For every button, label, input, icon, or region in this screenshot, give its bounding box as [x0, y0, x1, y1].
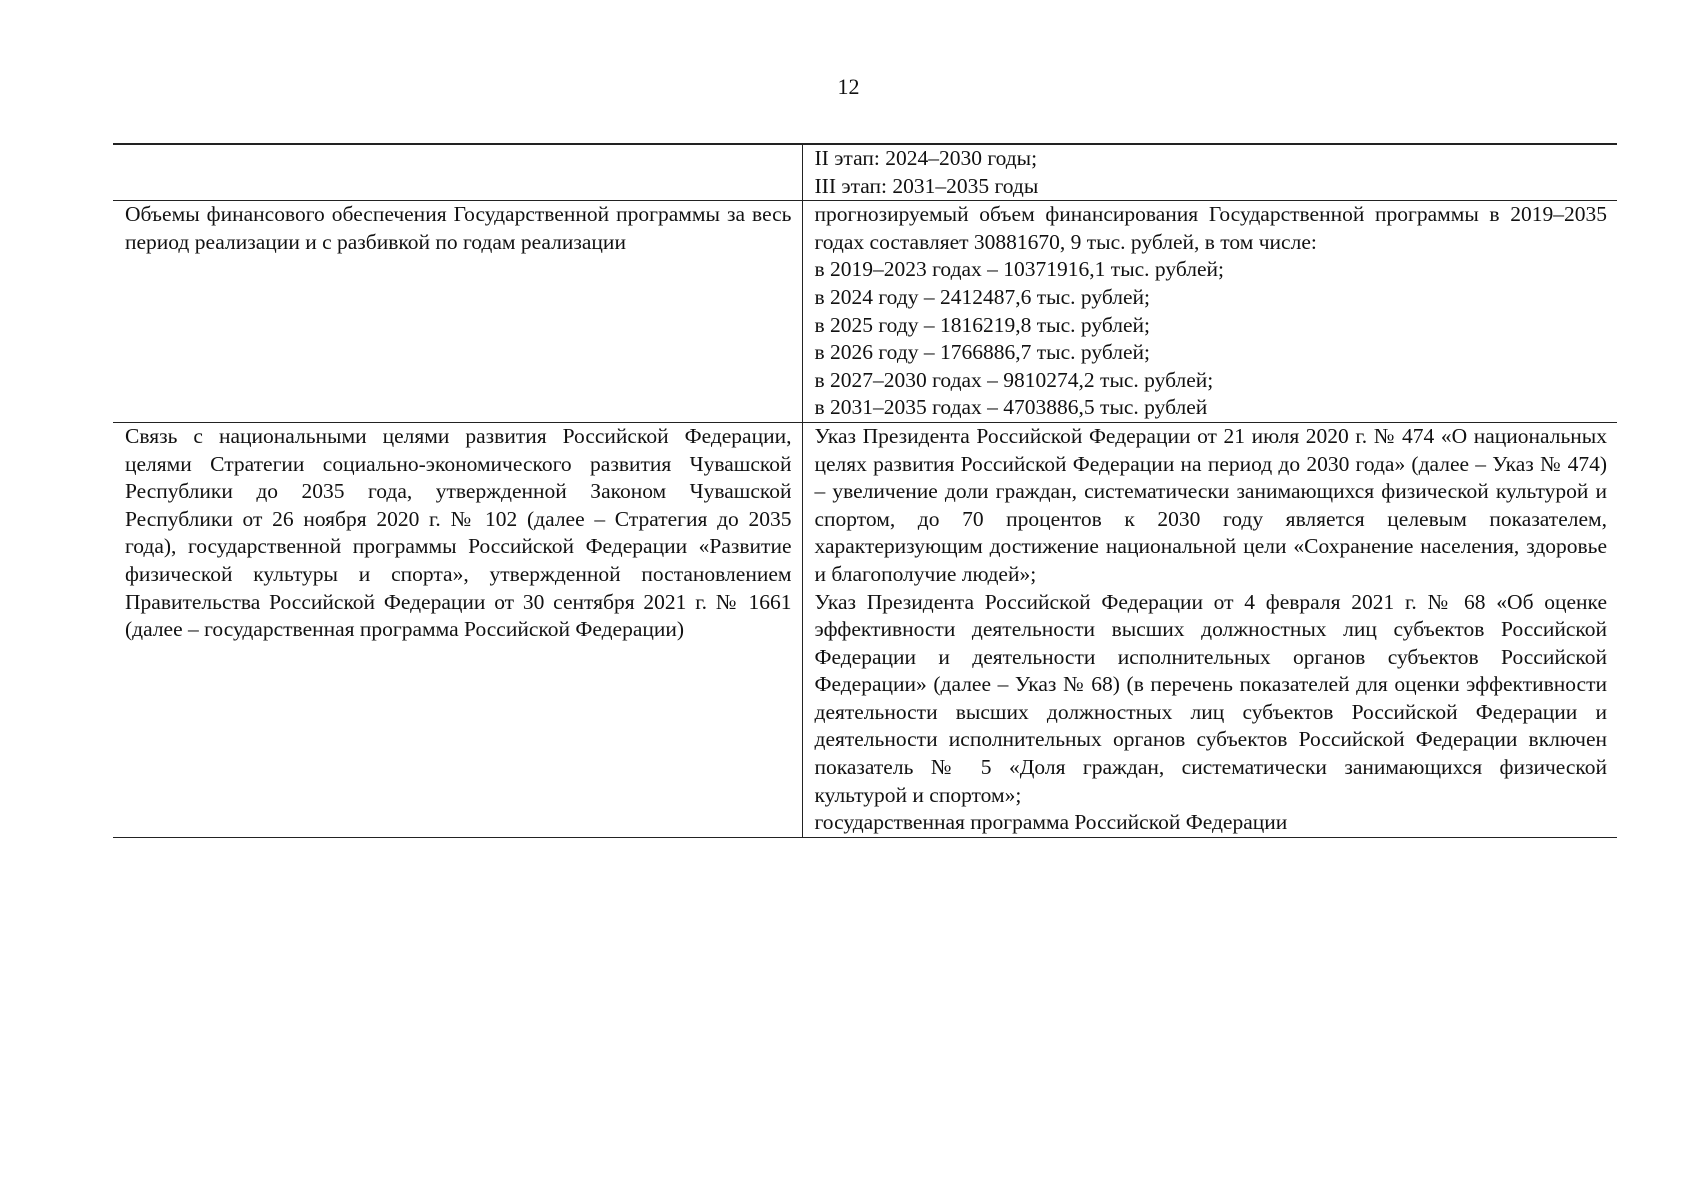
- row-value-cell: [802, 201, 1617, 423]
- table-row: [113, 201, 1617, 423]
- row-label-cell: Связь с национальными целями развития Российской Федерации, целями Стратегии социально-экономического развития Чувашской Республики до 2035 года, утвержденной Законом Чувашской Республики от 26 ноября 2020 г. № 102 (далее – Стратегия до 2035 года), государственной программы Российской Федерации «Развитие физической культуры и спорта», утвержденной постановлением Правительства Российской Федерации от 30 сентября 2021 г. № 1661 (далее – государственная программа Российской Федерации): [113, 422, 802, 837]
- table-row: [113, 422, 1617, 837]
- state-program-paragraph: государственная программа Российской Федерации: [814, 810, 1288, 835]
- funding-line: в 2019–2023 годах – 10371916,1 тыс. рублей;: [814, 257, 1225, 282]
- stage-3-line: III этап: 2031–2035 годы: [814, 173, 1039, 198]
- funding-line: в 2026 году – 1766886,7 тыс. рублей;: [814, 340, 1150, 365]
- row-value-cell: [802, 422, 1617, 837]
- page-number: 12: [837, 74, 860, 99]
- funding-line: в 2025 году – 1816219,8 тыс. рублей;: [814, 312, 1150, 337]
- decree-474-paragraph: Указ Президента Российской Федерации от 21 июля 2020 г. № 474 «О национальных целях развития Российской Федерации на период до 2030 года» (далее – Указ № 474) – увеличение доли граждан, систематически занимающихся физической культурой и спортом, до 70 процентов к 2030 году является целевым показателем, характеризующим достижение национальной цели «Сохранение населения, здоровье и благополучие людей»;: [814, 423, 1607, 586]
- stage-2-line: II этап: 2024–2030 годы;: [814, 146, 1038, 170]
- table-row: [113, 144, 1617, 201]
- row-value-cell: [802, 144, 1617, 201]
- row-label-cell: [113, 144, 802, 201]
- funding-line: в 2031–2035 годах – 4703886,5 тыс. рублей: [814, 395, 1208, 420]
- funding-line: в 2024 году – 2412487,6 тыс. рублей;: [814, 284, 1150, 309]
- funding-intro: прогнозируемый объем финансирования Государственной программы в 2019–2035 годах составляет 30881670, 9 тыс. рублей, в том числе:: [814, 202, 1607, 254]
- funding-line: в 2027–2030 годах – 9810274,2 тыс. рублей;: [814, 367, 1214, 392]
- row-label-cell: Объемы финансового обеспечения Государственной программы за весь период реализации и с разбивкой по годам реализации: [113, 201, 802, 423]
- program-passport-table: [113, 143, 1617, 838]
- decree-68-paragraph: Указ Президента Российской Федерации от 4 февраля 2021 г. № 68 «Об оценке эффективности деятельности высших должностных лиц субъектов Российской Федерации и деятельности исполнительных органов субъектов Российской Федерации» (далее – Указ № 68) (в перечень показателей для оценки эффективности деятельности высших должностных лиц субъектов Российской Федерации и деятельности исполнительных органов субъектов Российской Федерации включен показатель № 5 «Доля граждан, систематически занимающихся физической культурой и спортом»;: [814, 589, 1607, 807]
